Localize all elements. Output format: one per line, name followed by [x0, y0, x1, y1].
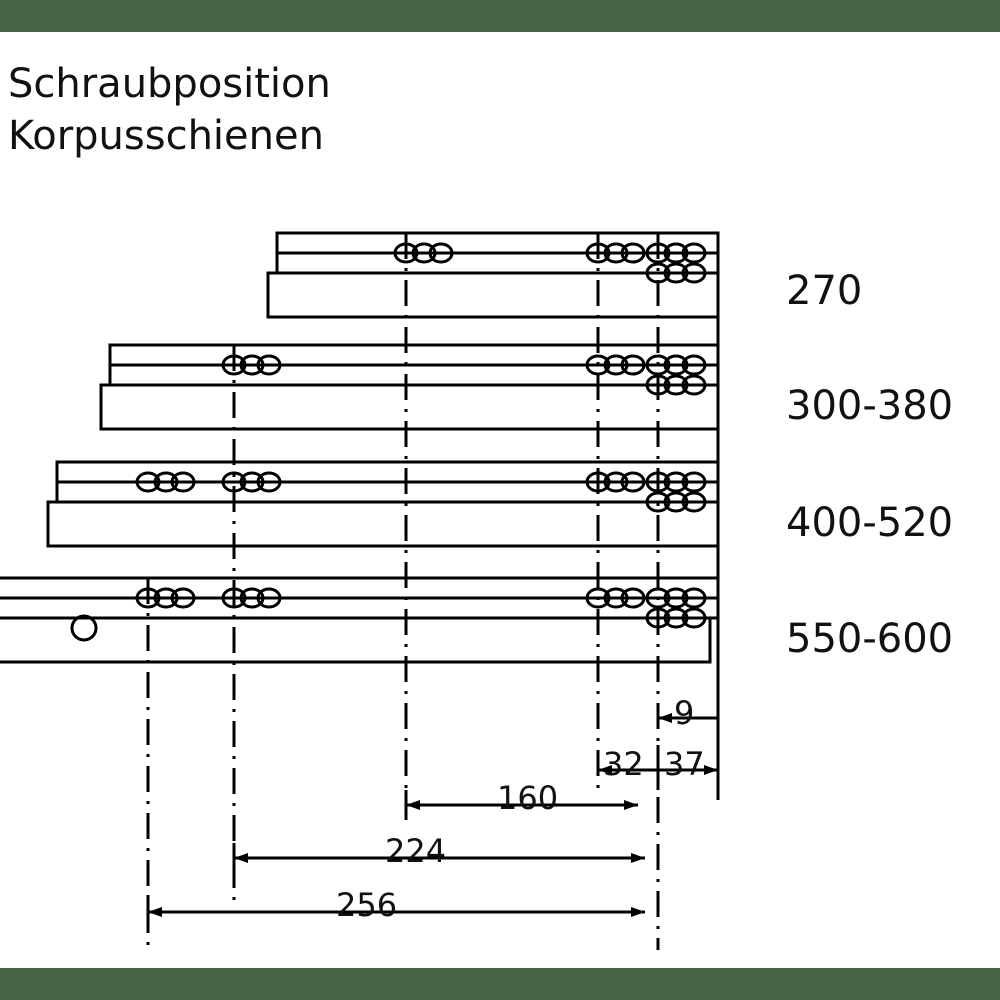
dim-label-256: 256 — [336, 886, 398, 924]
dim-label-32: 32 — [603, 745, 644, 783]
dim-label-9: 9 — [674, 694, 695, 732]
dim-label-160: 160 — [497, 779, 559, 817]
hole-group-270-right — [587, 244, 705, 282]
title-line-1: Schraubposition — [8, 61, 331, 107]
rail-400-520 — [48, 462, 718, 546]
size-label-400-520: 400-520 — [786, 500, 954, 546]
title-line-2: Korpusschienen — [8, 113, 324, 159]
size-label-550-600: 550-600 — [786, 616, 954, 662]
size-label-300-380: 300-380 — [786, 383, 954, 429]
hole-group-300-right — [587, 356, 705, 394]
dim-label-224: 224 — [385, 832, 447, 870]
size-label-270: 270 — [786, 268, 863, 314]
hole-group-400-right — [587, 473, 705, 511]
hole-group-550-right — [587, 589, 705, 627]
dim-label-37: 37 — [664, 745, 705, 783]
